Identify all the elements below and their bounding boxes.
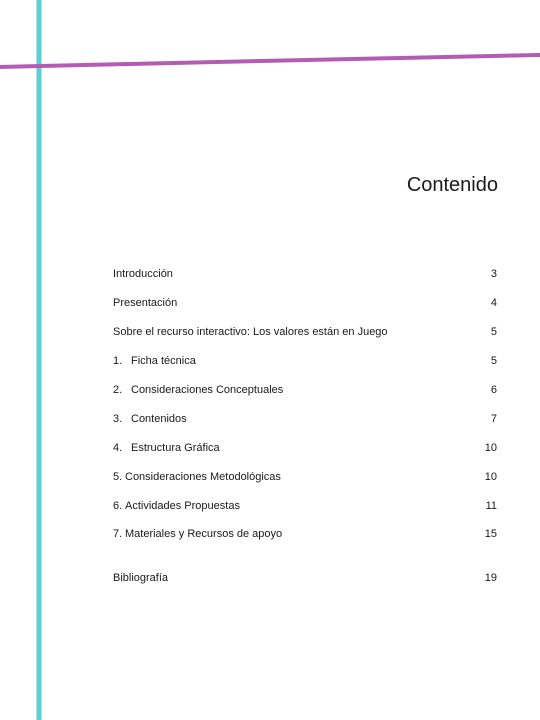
toc-entry [113, 570, 497, 586]
toc-entry-page: 3 [490, 268, 497, 280]
toc-entry-page: 5 [490, 355, 497, 367]
toc-entry-number: 7. [113, 528, 123, 540]
toc-entry [113, 498, 497, 514]
toc-entry-label-wrap [113, 498, 240, 514]
toc-entry-label: Sobre el recurso interactivo: Los valores están en Juego [113, 326, 388, 338]
toc-entry-label-wrap [113, 526, 282, 542]
toc-entry [113, 382, 497, 398]
toc-entry-label: Bibliografía [113, 572, 169, 584]
toc-entry-page: 10 [484, 471, 497, 483]
toc-entry [113, 411, 497, 427]
toc-entry-label: Presentación [113, 297, 178, 309]
toc-entry-label: Actividades Propuestas [125, 500, 240, 512]
toc-entry-page: 5 [490, 326, 497, 338]
toc-entry-number: 5. [113, 471, 123, 483]
toc-entry [113, 353, 497, 369]
toc-entry-label: Materiales y Recursos de apoyo [125, 528, 283, 540]
toc-entry-label-wrap [113, 469, 281, 485]
toc-entry-label: Ficha técnica [131, 355, 196, 367]
toc-entry [113, 324, 497, 340]
toc-entry-page: 15 [484, 528, 497, 540]
toc-entry [113, 440, 497, 456]
table-of-contents [113, 0, 497, 720]
toc-entry-label: Introducción [113, 268, 173, 280]
toc-entry [113, 295, 497, 311]
toc-entry-number: 6. [113, 500, 123, 512]
toc-entry-label-wrap [113, 411, 187, 427]
toc-entry-label-wrap [113, 440, 220, 456]
toc-entry-page: 4 [490, 297, 497, 309]
toc-entry-label-wrap [113, 353, 196, 369]
toc-entry-page: 19 [484, 572, 497, 584]
toc-entry-label: Consideraciones Conceptuales [131, 384, 284, 396]
toc-entry-number: 1. [113, 355, 123, 367]
toc-entry-label: Consideraciones Metodológicas [125, 471, 281, 483]
toc-entry-number: 4. [113, 442, 123, 454]
toc-entry-label: Contenidos [131, 413, 187, 425]
toc-entry-page: 7 [490, 413, 497, 425]
toc-entry [113, 526, 497, 542]
toc-entry [113, 266, 497, 282]
page-title: Contenido [406, 174, 498, 196]
toc-entry-number: 2. [113, 384, 123, 396]
toc-entry-label-wrap [113, 382, 283, 398]
toc-entry-number: 3. [113, 413, 123, 425]
toc-entry-page: 10 [484, 442, 497, 454]
toc-entry-page: 11 [485, 500, 497, 512]
toc-entry [113, 469, 497, 485]
toc-entry-label: Estructura Gráfica [131, 442, 220, 454]
toc-entry-page: 6 [490, 384, 497, 396]
